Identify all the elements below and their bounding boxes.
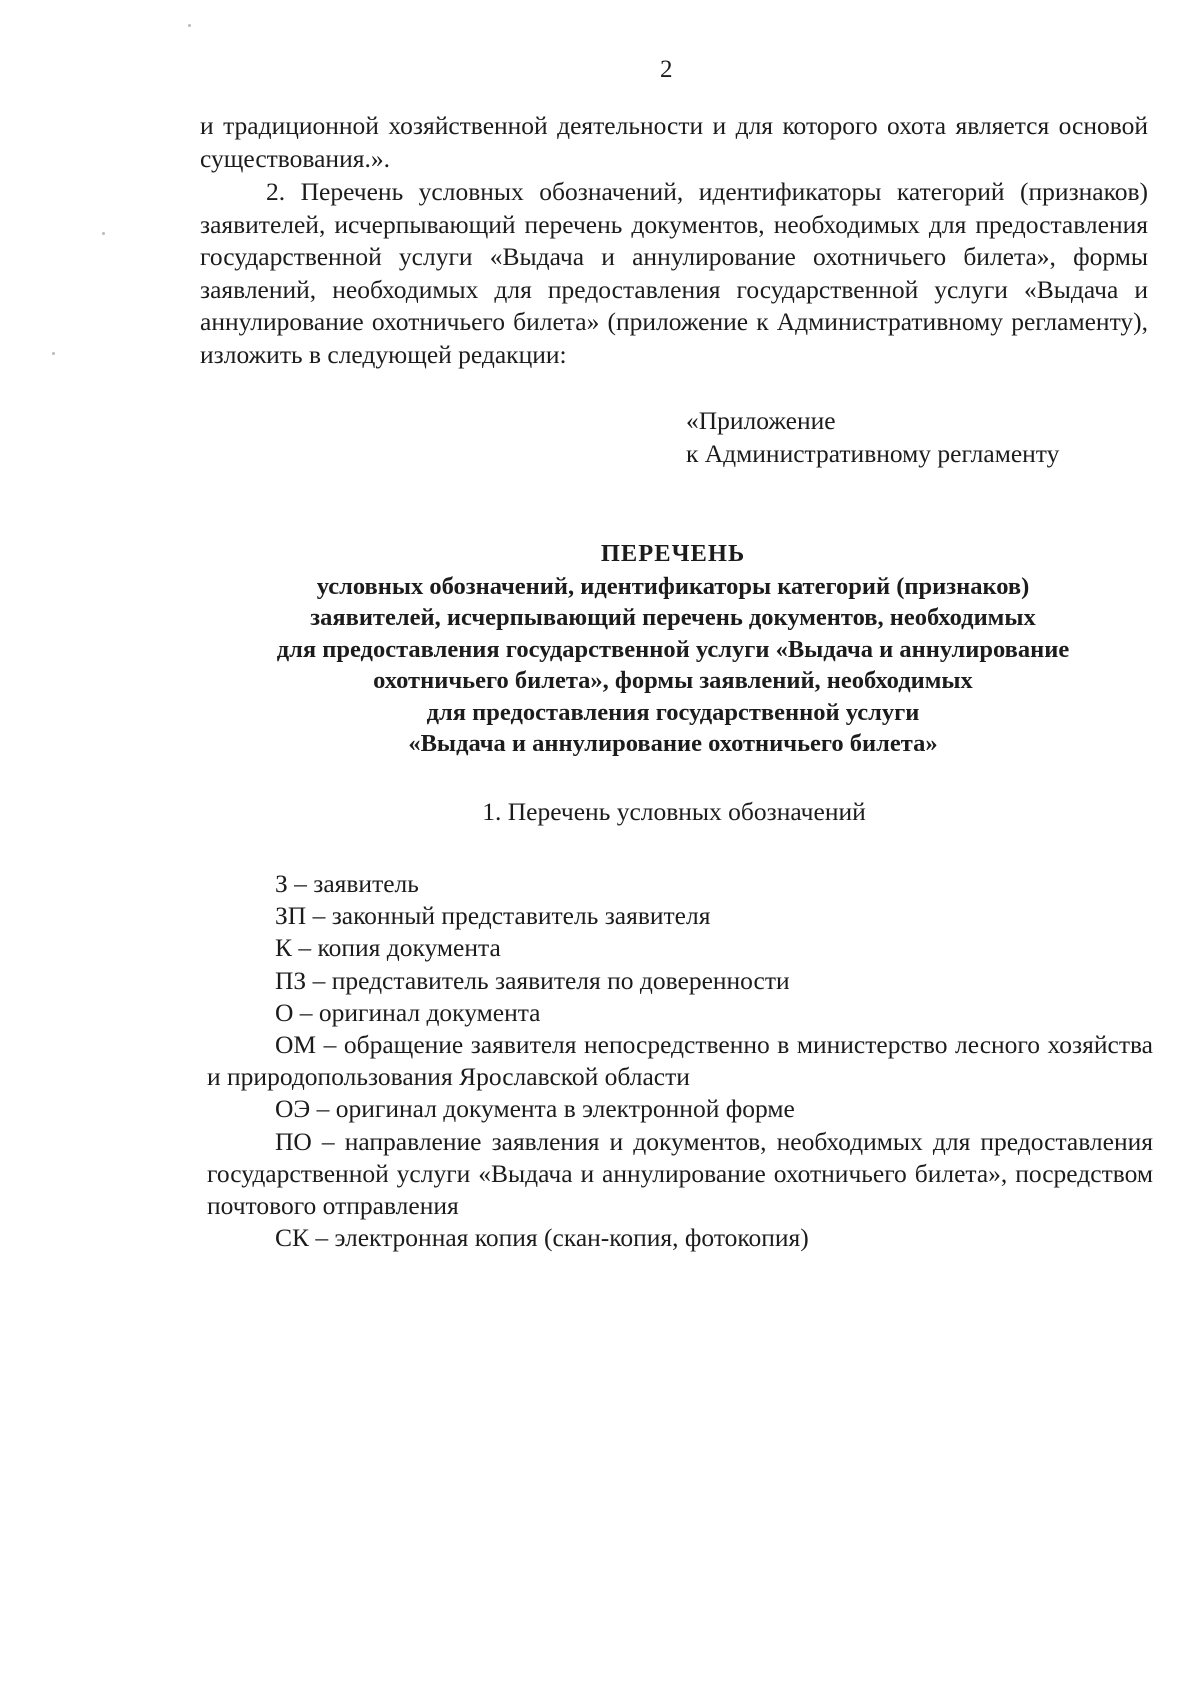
legend-item: ОЭ – оригинал документа в электронной форме bbox=[275, 1094, 795, 1124]
legend-list bbox=[207, 868, 1153, 1254]
appendix-reference-line-2: к Административному регламенту bbox=[686, 439, 1060, 468]
legend-item: ПЗ – представитель заявителя по доверенности bbox=[275, 965, 790, 995]
document-heading bbox=[150, 538, 1196, 760]
heading-line: «Выдача и аннулирование охотничьего билета» bbox=[408, 730, 938, 757]
section-1-title: 1. Перечень условных обозначений bbox=[482, 797, 866, 826]
scan-speck bbox=[188, 24, 191, 27]
legend-item: ОМ – обращение заявителя непосредственно в министерство лесного хозяйства и природопользования Ярославской области bbox=[207, 1030, 1153, 1092]
scan-speck bbox=[52, 352, 55, 355]
heading-line: заявителей, исчерпывающий перечень документов, необходимых bbox=[310, 604, 1036, 631]
heading-line: условных обозначений, идентификаторы категорий (признаков) bbox=[316, 572, 1030, 600]
legend-item: СК – электронная копия (скан-копия, фотокопия) bbox=[275, 1223, 809, 1253]
legend-item: ЗП – законный представитель заявителя bbox=[275, 901, 711, 931]
legend-item: З – заявитель bbox=[275, 869, 419, 898]
legend-item: О – оригинал документа bbox=[275, 997, 541, 1027]
heading-line: охотничьего билета», формы заявлений, необходимых bbox=[373, 667, 973, 694]
heading-line: для предоставления государственной услуги «Выдача и аннулирование bbox=[276, 635, 1070, 663]
amendment-paragraph-2: 2. Перечень условных обозначений, идентификаторы категорий (признаков) заявителей, исчерпывающий перечень документов, необходимых для предоставления государственной услуги «Выдача и аннулирование охотничьего билета», формы заявлений, необходимых для предоставления государственной услуги «Выдача и аннулирование охотничьего билета» (приложение к Административному регламенту), изложить в следующей редакции: bbox=[200, 177, 1148, 369]
appendix-reference bbox=[686, 404, 1059, 470]
scan-speck bbox=[102, 232, 105, 235]
legend-item: ПО – направление заявления и документов, необходимых для предоставления государственной услуги «Выдача и аннулирование охотничьего билета», посредством почтового отправления bbox=[207, 1126, 1153, 1221]
legend-item: К – копия документа bbox=[275, 933, 501, 963]
heading-line: для предоставления государственной услуги bbox=[426, 698, 920, 726]
continuation-paragraph: и традиционной хозяйственной деятельности и для которого охота является основой существования.». bbox=[200, 111, 1148, 173]
page-number: 2 bbox=[660, 56, 673, 83]
heading-title: ПЕРЕЧЕНЬ bbox=[600, 540, 746, 567]
appendix-reference-line-1: «Приложение bbox=[686, 406, 836, 435]
